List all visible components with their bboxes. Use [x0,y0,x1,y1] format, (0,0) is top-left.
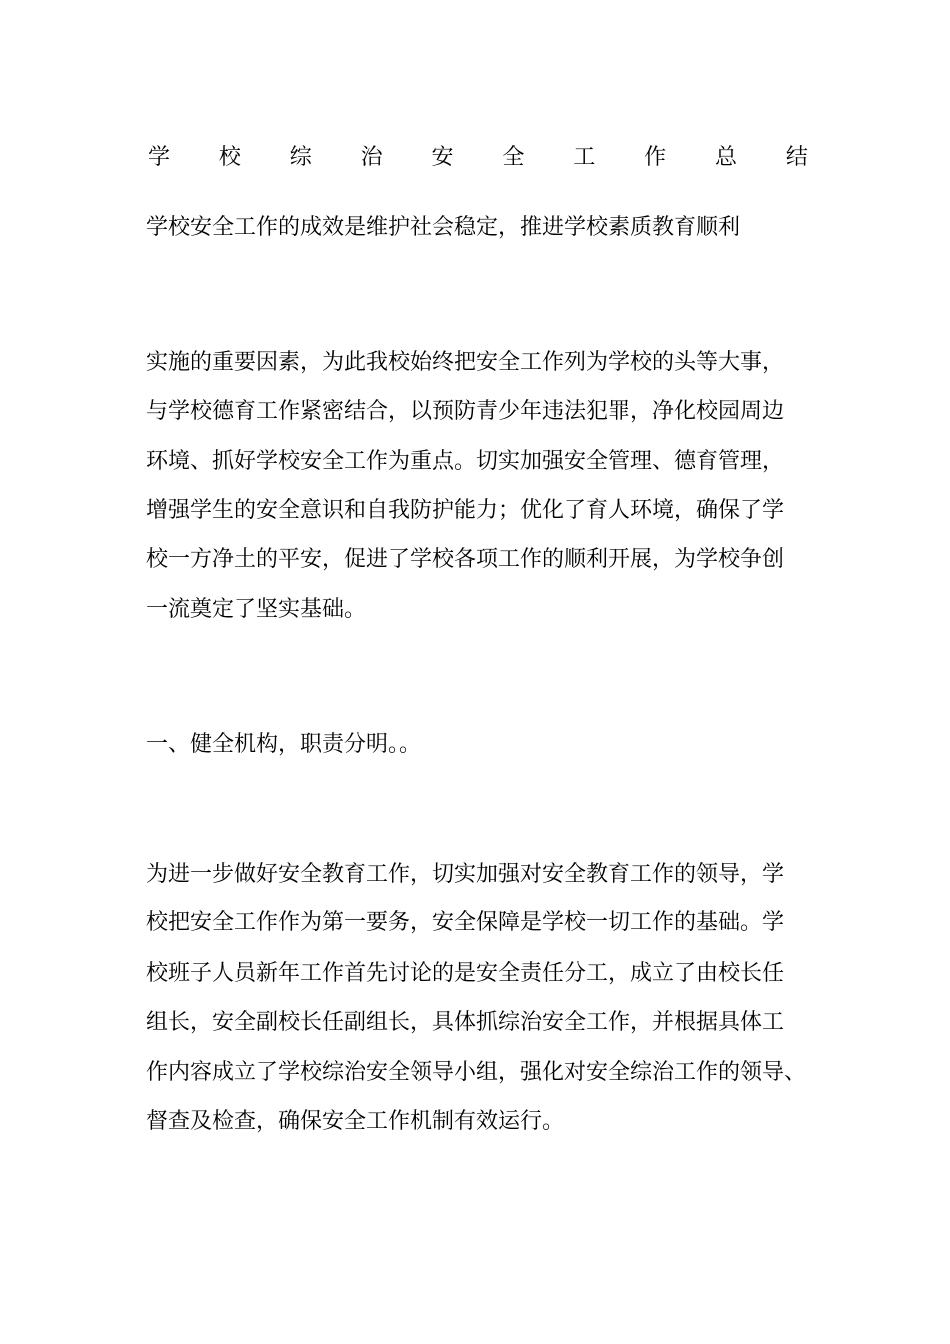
title-char: 结 [785,145,808,170]
title-char: 工 [573,145,596,170]
title-char: 作 [644,145,667,170]
title-char: 治 [360,145,383,170]
title-char: 总 [714,145,737,170]
paragraph2-line: 作内容成立了学校综治安全领导小组，强化对安全综治工作的领导、 [146,1060,807,1085]
title-char: 学 [147,145,170,170]
title-char: 校 [218,145,241,170]
paragraph2-line: 为进一步做好安全教育工作，切实加强对安全教育工作的领导，学 [146,862,785,887]
title-char: 综 [289,145,312,170]
paragraph1-line: 环境、抓好学校安全工作为重点。切实加强安全管理、德育管理， [146,449,785,474]
paragraph1-line: 一流奠定了坚实基础。 [146,597,367,622]
title-char: 全 [502,145,525,170]
subtitle-line: 学校安全工作的成效是维护社会稳定，推进学校素质教育顺利 [146,215,741,240]
paragraph2-line: 督查及检查，确保安全工作机制有效运行。 [146,1109,565,1134]
paragraph1-line: 增强学生的安全意识和自我防护能力；优化了育人环境，确保了学 [146,498,785,523]
paragraph2-line: 校班子人员新年工作首先讨论的是安全责任分工，成立了由校长任 [146,961,785,986]
paragraph1-line: 与学校德育工作紧密结合，以预防青少年违法犯罪，净化校园周边 [146,399,785,424]
paragraph2-line: 组长，安全副校长任副组长，具体抓综治安全工作，并根据具体工 [146,1010,785,1035]
paragraph1-line: 实施的重要因素，为此我校始终把安全工作列为学校的头等大事， [146,350,785,375]
section-heading: 一、健全机构，职责分明。。 [146,732,422,757]
document-title [146,143,810,173]
paragraph2-line: 校把安全工作作为第一要务，安全保障是学校一切工作的基础。学 [146,910,785,935]
title-char: 安 [431,145,454,170]
paragraph1-line: 校一方净土的平安，促进了学校各项工作的顺利开展，为学校争创 [146,547,785,572]
